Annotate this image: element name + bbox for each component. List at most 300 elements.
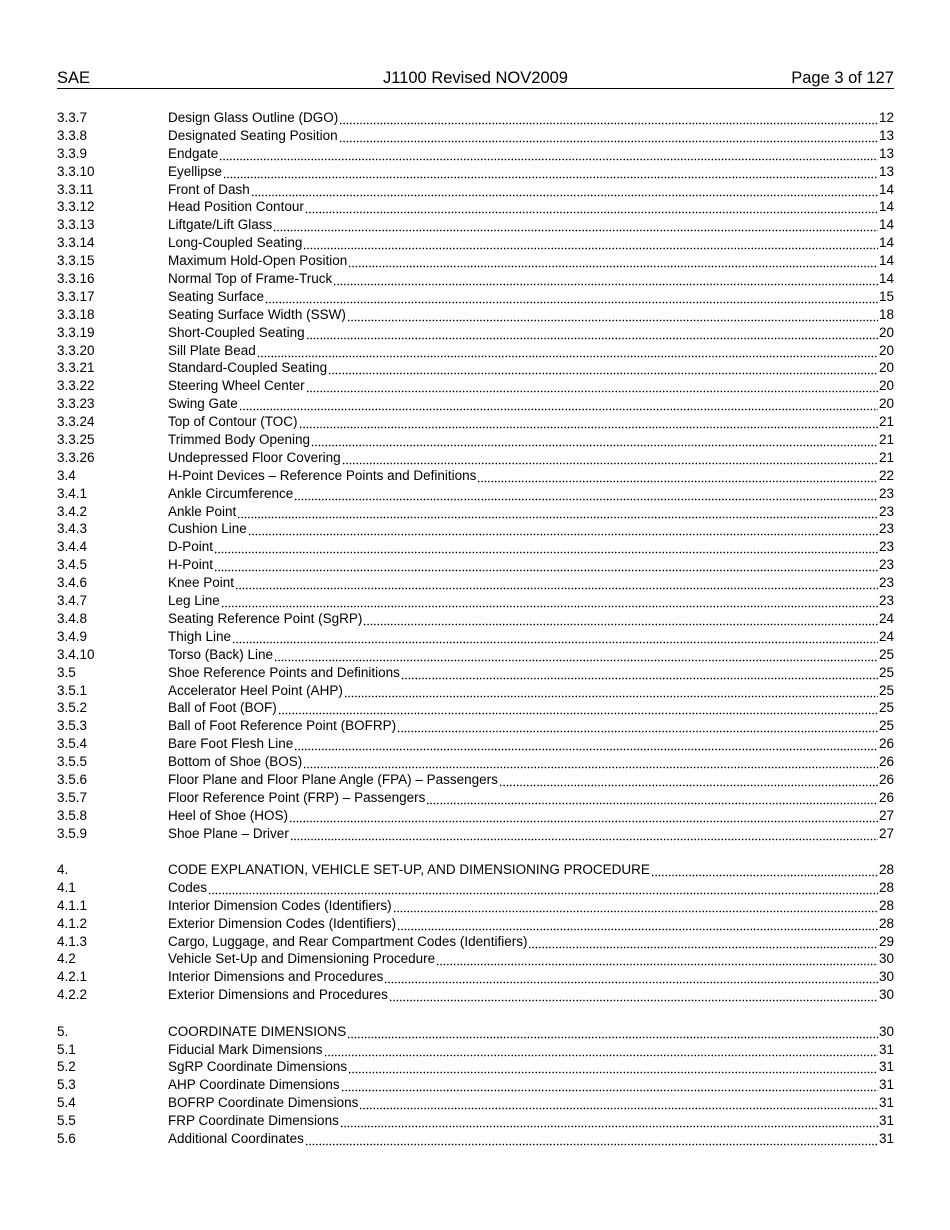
toc-entry-line: [168, 717, 894, 735]
toc-entry[interactable]: [57, 181, 894, 199]
toc-entry[interactable]: [57, 789, 894, 807]
toc-entry-line: [168, 538, 894, 556]
toc-dot-leader: [389, 986, 878, 1004]
toc-section-number: 3.5.8: [57, 807, 88, 823]
toc-section-number: 3.3.21: [57, 360, 95, 376]
toc-page-number: 13: [878, 127, 894, 143]
toc-section-title: Trimmed Body Opening: [168, 432, 311, 448]
toc-entry[interactable]: [57, 467, 894, 485]
toc-page-number: 20: [878, 342, 894, 358]
toc-entry[interactable]: [57, 449, 894, 467]
toc-section-number: 3.5: [57, 664, 76, 680]
toc-entry[interactable]: [57, 1130, 894, 1148]
toc-page-number: 31: [878, 1059, 894, 1075]
toc-section-title: D-Point: [168, 539, 214, 555]
toc-dot-leader: [219, 145, 878, 163]
toc-page-number: 25: [878, 700, 894, 716]
toc-entry-line: [168, 198, 894, 216]
toc-section-title: Fiducial Mark Dimensions: [168, 1041, 323, 1057]
toc-entry[interactable]: [57, 306, 894, 324]
toc-section-title: Exterior Dimension Codes (Identifiers): [168, 915, 397, 931]
toc-dot-leader: [305, 1130, 878, 1148]
toc-section-title: CODE EXPLANATION, VEHICLE SET-UP, AND DIMENSIONING PROCEDURE: [168, 862, 650, 878]
toc-dot-leader: [363, 610, 878, 628]
toc-dot-leader: [239, 395, 878, 413]
toc-dot-leader: [342, 449, 878, 467]
toc-page-number: 23: [878, 503, 894, 519]
toc-entry-line: [168, 628, 894, 646]
toc-page-number: 14: [878, 271, 894, 287]
toc-entry[interactable]: [57, 342, 894, 360]
toc-entry-line: [168, 592, 894, 610]
toc-section-title: Ankle Circumference: [168, 485, 294, 501]
toc-dot-leader: [257, 342, 878, 360]
toc-page-number: 20: [878, 324, 894, 340]
toc-dot-leader: [651, 861, 878, 879]
toc-dot-leader: [348, 252, 878, 270]
toc-dot-leader: [328, 359, 878, 377]
toc-entry[interactable]: [57, 807, 894, 825]
toc-entry-line: [168, 1076, 894, 1094]
toc-entry-line: [168, 664, 894, 682]
toc-section-title: Cushion Line: [168, 521, 247, 537]
toc-section-number: 5.6: [57, 1130, 76, 1146]
toc-page-number: 25: [878, 646, 894, 662]
toc-entry-line: [168, 861, 894, 879]
toc-section-title: Designated Seating Position: [168, 127, 338, 143]
toc-section-title: Ankle Point: [168, 503, 237, 519]
toc-entry[interactable]: [57, 145, 894, 163]
toc-dot-leader: [303, 753, 878, 771]
toc-entry[interactable]: [57, 682, 894, 700]
toc-entry-line: [168, 1058, 894, 1076]
toc-page-number: 23: [878, 593, 894, 609]
toc-section-title: Steering Wheel Center: [168, 378, 305, 394]
toc-section-number: 3.5.1: [57, 682, 88, 698]
toc-section-title: Ball of Foot (BOF): [168, 700, 277, 716]
toc-entry-line: [168, 897, 894, 915]
toc-section-number: 3.5.2: [57, 700, 88, 716]
toc-page-number: 25: [878, 664, 894, 680]
toc-entry[interactable]: [57, 216, 894, 234]
toc-entry[interactable]: [57, 1041, 894, 1059]
toc-section-number: 3.3.9: [57, 145, 88, 161]
toc-page-number: 23: [878, 521, 894, 537]
toc-section-number: 3.3.19: [57, 324, 95, 340]
toc-section-number: 3.4: [57, 467, 76, 483]
toc-section-number: 5.2: [57, 1059, 76, 1075]
toc-entry[interactable]: [57, 986, 894, 1004]
toc-page-number: 14: [878, 199, 894, 215]
toc-dot-leader: [289, 807, 878, 825]
toc-section-title: Top of Contour (TOC): [168, 414, 298, 430]
toc-dot-leader: [306, 324, 878, 342]
toc-section-title: Leg Line: [168, 593, 220, 609]
toc-entry-line: [168, 771, 894, 789]
toc-page-number: 14: [878, 235, 894, 251]
toc-section-number: 3.3.22: [57, 378, 95, 394]
header-document-id: J1100 Revised NOV2009: [383, 69, 568, 87]
toc-section-title: H-Point: [168, 557, 214, 573]
toc-section-title: Sill Plate Bead: [168, 342, 256, 358]
toc-section-number: 4.1: [57, 879, 76, 895]
toc-page-number: 31: [878, 1095, 894, 1111]
toc-entry-line: [168, 163, 894, 181]
toc-entry-line: [168, 467, 894, 485]
toc-section-title: Knee Point: [168, 575, 235, 591]
toc-entry[interactable]: [57, 664, 894, 682]
header-page-number: Page 3 of 127: [791, 69, 894, 87]
toc-page-number: 14: [878, 253, 894, 269]
toc-section-number: 3.5.4: [57, 736, 88, 752]
toc-section-number: 3.5.5: [57, 754, 88, 770]
toc-page-number: 27: [878, 807, 894, 823]
toc-section-number: 3.3.14: [57, 235, 95, 251]
toc-dot-leader: [359, 1094, 878, 1112]
toc-entry[interactable]: [57, 753, 894, 771]
toc-entry[interactable]: [57, 628, 894, 646]
toc-page-number: 26: [878, 771, 894, 787]
toc-entry-line: [168, 109, 894, 127]
toc-page-number: 31: [878, 1130, 894, 1146]
toc-page-number: 31: [878, 1041, 894, 1057]
toc-entry-line: [168, 234, 894, 252]
toc-entry[interactable]: [57, 1023, 894, 1041]
toc-dot-leader: [306, 377, 878, 395]
toc-dot-leader: [290, 825, 878, 843]
toc-section-title: Heel of Shoe (HOS): [168, 807, 289, 823]
toc-entry[interactable]: [57, 771, 894, 789]
toc-entry[interactable]: [57, 897, 894, 915]
toc-dot-leader: [499, 771, 878, 789]
toc-section-title: Additional Coordinates: [168, 1130, 304, 1146]
toc-section-number: 3.4.7: [57, 593, 88, 609]
toc-page-number: 14: [878, 181, 894, 197]
toc-entry-line: [168, 127, 894, 145]
toc-section-title: Interior Dimension Codes (Identifiers): [168, 897, 392, 913]
toc-entry-line: [168, 1130, 894, 1148]
toc-entry[interactable]: [57, 556, 894, 574]
toc-page-number: 23: [878, 575, 894, 591]
toc-dot-leader: [251, 181, 878, 199]
toc-entry-line: [168, 789, 894, 807]
toc-section-title: Interior Dimensions and Procedures: [168, 969, 384, 985]
toc-page-number: 26: [878, 736, 894, 752]
toc-section-number: 3.4.6: [57, 575, 88, 591]
toc-page-number: 24: [878, 610, 894, 626]
toc-entry-line: [168, 1023, 894, 1041]
toc-entry-line: [168, 145, 894, 163]
toc-entry[interactable]: [57, 234, 894, 252]
toc-entry[interactable]: [57, 1112, 894, 1130]
toc-entry[interactable]: [57, 1076, 894, 1094]
toc-entry[interactable]: [57, 1094, 894, 1112]
toc-entry-line: [168, 449, 894, 467]
toc-entry-line: [168, 216, 894, 234]
toc-entry-line: [168, 950, 894, 968]
toc-dot-leader: [299, 413, 878, 431]
toc-section-number: 3.3.13: [57, 217, 95, 233]
toc-section-title: Eyellipse: [168, 163, 223, 179]
toc-section-number: 3.5.6: [57, 771, 88, 787]
toc-page-number: 20: [878, 360, 894, 376]
toc-dot-leader: [348, 1058, 878, 1076]
toc-dot-leader: [347, 1023, 878, 1041]
toc-page-number: 13: [878, 163, 894, 179]
toc-entry[interactable]: [57, 413, 894, 431]
toc-page-number: 18: [878, 306, 894, 322]
toc-page-number: 20: [878, 396, 894, 412]
toc-page-number: 21: [878, 432, 894, 448]
toc-section-title: SgRP Coordinate Dimensions: [168, 1059, 348, 1075]
toc-page-number: 26: [878, 789, 894, 805]
toc-entry-line: [168, 735, 894, 753]
toc-page-number: 31: [878, 1077, 894, 1093]
toc-entry-line: [168, 324, 894, 342]
toc-entry-line: [168, 968, 894, 986]
toc-entry[interactable]: [57, 879, 894, 897]
toc-dot-leader: [208, 879, 878, 897]
toc-entry-line: [168, 915, 894, 933]
toc-dot-leader: [235, 574, 878, 592]
toc-section-title: Floor Reference Point (FRP) – Passengers: [168, 789, 426, 805]
toc-entry-line: [168, 807, 894, 825]
toc-section-number: 3.3.10: [57, 163, 95, 179]
toc-section-title: FRP Coordinate Dimensions: [168, 1113, 339, 1129]
toc-section-title: Exterior Dimensions and Procedures: [168, 987, 388, 1003]
toc-page-number: 20: [878, 378, 894, 394]
toc-dot-leader: [214, 538, 878, 556]
toc-dot-leader: [393, 897, 878, 915]
toc-section-number: 4.2.1: [57, 969, 88, 985]
toc-page-number: 12: [878, 110, 894, 125]
toc-dot-leader: [303, 234, 878, 252]
toc-section-number: 5.4: [57, 1095, 76, 1111]
toc-section-number: 3.4.8: [57, 610, 88, 626]
toc-page-number: 23: [878, 539, 894, 555]
toc-entry-line: [168, 395, 894, 413]
toc-section-title: Front of Dash: [168, 181, 250, 197]
toc-section-number: 3.5.9: [57, 825, 88, 841]
toc-entry-line: [168, 252, 894, 270]
toc-section-title: Shoe Plane – Driver: [168, 825, 289, 841]
toc-entry[interactable]: [57, 1058, 894, 1076]
toc-entry-line: [168, 1041, 894, 1059]
toc-page-number: 24: [878, 628, 894, 644]
toc-page-number: 29: [878, 933, 894, 949]
toc-section-title: Bottom of Shoe (BOS): [168, 754, 303, 770]
toc-dot-leader: [341, 1076, 878, 1094]
toc-page-number: 21: [878, 449, 894, 465]
toc-section-number: 4.: [57, 862, 69, 878]
toc-entry[interactable]: [57, 431, 894, 449]
page-header: [57, 68, 894, 89]
toc-section-title: Short-Coupled Seating: [168, 324, 305, 340]
header-org: SAE: [57, 69, 91, 87]
toc-section-number: 3.4.10: [57, 646, 95, 662]
toc-section-title: Ball of Foot Reference Point (BOFRP): [168, 718, 397, 734]
toc-section-title: Maximum Hold-Open Position: [168, 253, 348, 269]
toc-entry[interactable]: [57, 324, 894, 342]
toc-entry[interactable]: [57, 861, 894, 879]
toc-entry[interactable]: [57, 109, 894, 127]
toc-dot-leader: [426, 789, 878, 807]
toc-dot-leader: [278, 699, 878, 717]
toc-dot-leader: [528, 933, 878, 951]
toc-entry[interactable]: [57, 610, 894, 628]
toc-section-number: 4.2: [57, 951, 76, 967]
toc-section-title: AHP Coordinate Dimensions: [168, 1077, 340, 1093]
toc-entry[interactable]: [57, 538, 894, 556]
toc-section-number: 5.3: [57, 1077, 76, 1093]
toc-entry[interactable]: [57, 198, 894, 216]
toc-entry[interactable]: [57, 699, 894, 717]
toc-section-title: Codes: [168, 879, 208, 895]
toc-section-number: 3.3.23: [57, 396, 95, 412]
toc-section-title: Shoe Reference Points and Definitions: [168, 664, 400, 680]
toc-entry-line: [168, 288, 894, 306]
toc-entry-line: [168, 306, 894, 324]
toc-section-number: 4.1.1: [57, 897, 88, 913]
toc-entry[interactable]: [57, 915, 894, 933]
toc-page-number: 28: [878, 897, 894, 913]
toc-section-number: 3.4.1: [57, 485, 88, 501]
toc-section-number: 3.4.9: [57, 628, 88, 644]
toc-entry-line: [168, 359, 894, 377]
toc-entry-line: [168, 646, 894, 664]
toc-entry-line: [168, 574, 894, 592]
toc-dot-leader: [324, 1041, 878, 1059]
toc-entry[interactable]: [57, 646, 894, 664]
toc-entry-line: [168, 933, 894, 951]
toc-page-number: 28: [878, 915, 894, 931]
toc-dot-leader: [274, 646, 878, 664]
toc-page-number: 30: [878, 1023, 894, 1039]
toc-entry[interactable]: [57, 933, 894, 951]
toc-dot-leader: [273, 216, 878, 234]
toc-section-number: 3.3.24: [57, 414, 95, 430]
toc-section-title: Design Glass Outline (DGO): [168, 110, 339, 125]
toc-entry-line: [168, 270, 894, 288]
toc-section-number: 3.3.26: [57, 449, 95, 465]
toc-entry[interactable]: [57, 503, 894, 521]
toc-page-number: 23: [878, 557, 894, 573]
toc-section-number: 3.3.12: [57, 199, 95, 215]
toc-section-title: Seating Surface: [168, 288, 265, 304]
toc-entry[interactable]: [57, 252, 894, 270]
toc-entry[interactable]: [57, 735, 894, 753]
toc-section-title: Vehicle Set-Up and Dimensioning Procedure: [168, 951, 436, 967]
toc-section-number: 5.1: [57, 1041, 76, 1057]
toc-dot-leader: [397, 717, 878, 735]
toc-page-number: 31: [878, 1113, 894, 1129]
toc-entry-line: [168, 413, 894, 431]
toc-entry[interactable]: [57, 520, 894, 538]
toc-dot-leader: [340, 1112, 878, 1130]
toc-page-number: 25: [878, 682, 894, 698]
toc-section-number: 3.4.5: [57, 557, 88, 573]
toc-section-number: 3.4.3: [57, 521, 88, 537]
toc-page-number: 27: [878, 825, 894, 841]
toc-entry-line: [168, 699, 894, 717]
toc-page-number: 25: [878, 718, 894, 734]
toc-dot-leader: [248, 520, 878, 538]
toc-dot-leader: [333, 270, 878, 288]
toc-entry[interactable]: [57, 950, 894, 968]
toc-section-title: Cargo, Luggage, and Rear Compartment Codes (Identifiers): [168, 933, 528, 949]
toc-entry-line: [168, 753, 894, 771]
toc-section-title: Liftgate/Lift Glass: [168, 217, 273, 233]
toc-section-number: 3.3.8: [57, 127, 88, 143]
toc-section-title: Head Position Contour: [168, 199, 304, 215]
toc-entry[interactable]: [57, 127, 894, 145]
toc-section-number: 3.3.7: [57, 110, 88, 125]
toc-section-number: 4.1.3: [57, 933, 88, 949]
toc-entry[interactable]: [57, 825, 894, 843]
toc-dot-leader: [294, 735, 878, 753]
toc-section-title: Swing Gate: [168, 396, 238, 412]
toc-entry[interactable]: [57, 485, 894, 503]
toc-dot-leader: [384, 968, 878, 986]
toc-entry[interactable]: [57, 574, 894, 592]
toc-section-number: 3.3.25: [57, 432, 95, 448]
toc-dot-leader: [397, 915, 878, 933]
toc-entry-line: [168, 181, 894, 199]
toc-dot-leader: [347, 306, 878, 324]
toc-entry[interactable]: [57, 270, 894, 288]
toc-section-title: COORDINATE DIMENSIONS: [168, 1023, 347, 1039]
toc-section-title: Long-Coupled Seating: [168, 235, 303, 251]
toc-section-number: 3.3.17: [57, 288, 95, 304]
toc-dot-leader: [311, 431, 878, 449]
toc-section-number: 3.3.15: [57, 253, 95, 269]
toc-section-number: 3.3.18: [57, 306, 95, 322]
toc-dot-leader: [305, 198, 878, 216]
toc-entry-line: [168, 1094, 894, 1112]
toc-page-number: 30: [878, 951, 894, 967]
toc-page-number: 30: [878, 987, 894, 1003]
toc-section-title: Floor Plane and Floor Plane Angle (FPA) – Passengers: [168, 771, 498, 787]
toc-section-number: 3.3.16: [57, 271, 95, 287]
toc-entry[interactable]: [57, 288, 894, 306]
toc-page-number: 22: [878, 467, 894, 483]
toc-section-number: 4.1.2: [57, 915, 88, 931]
toc-section-title: Normal Top of Frame-Truck: [168, 271, 333, 287]
toc-entry-line: [168, 879, 894, 897]
toc-entry[interactable]: [57, 395, 894, 413]
toc-entry[interactable]: [57, 717, 894, 735]
toc-section-number: 5.5: [57, 1113, 76, 1129]
toc-dot-leader: [232, 628, 878, 646]
toc-entry-line: [168, 431, 894, 449]
document-page: [57, 68, 894, 1148]
toc-entry-line: [168, 825, 894, 843]
toc-section-title: Thigh Line: [168, 628, 232, 644]
toc-entry[interactable]: [57, 163, 894, 181]
toc-entry[interactable]: [57, 377, 894, 395]
toc-entry-line: [168, 342, 894, 360]
toc-entry[interactable]: [57, 592, 894, 610]
toc-dot-leader: [339, 127, 878, 145]
toc-entry[interactable]: [57, 359, 894, 377]
toc-entry-line: [168, 556, 894, 574]
toc-section-title: Accelerator Heel Point (AHP): [168, 682, 343, 698]
toc-section-number: 3.3.11: [57, 181, 94, 197]
toc-entry[interactable]: [57, 968, 894, 986]
toc-entry-line: [168, 503, 894, 521]
toc-entry-line: [168, 377, 894, 395]
toc-section-title: Seating Surface Width (SSW): [168, 306, 346, 322]
